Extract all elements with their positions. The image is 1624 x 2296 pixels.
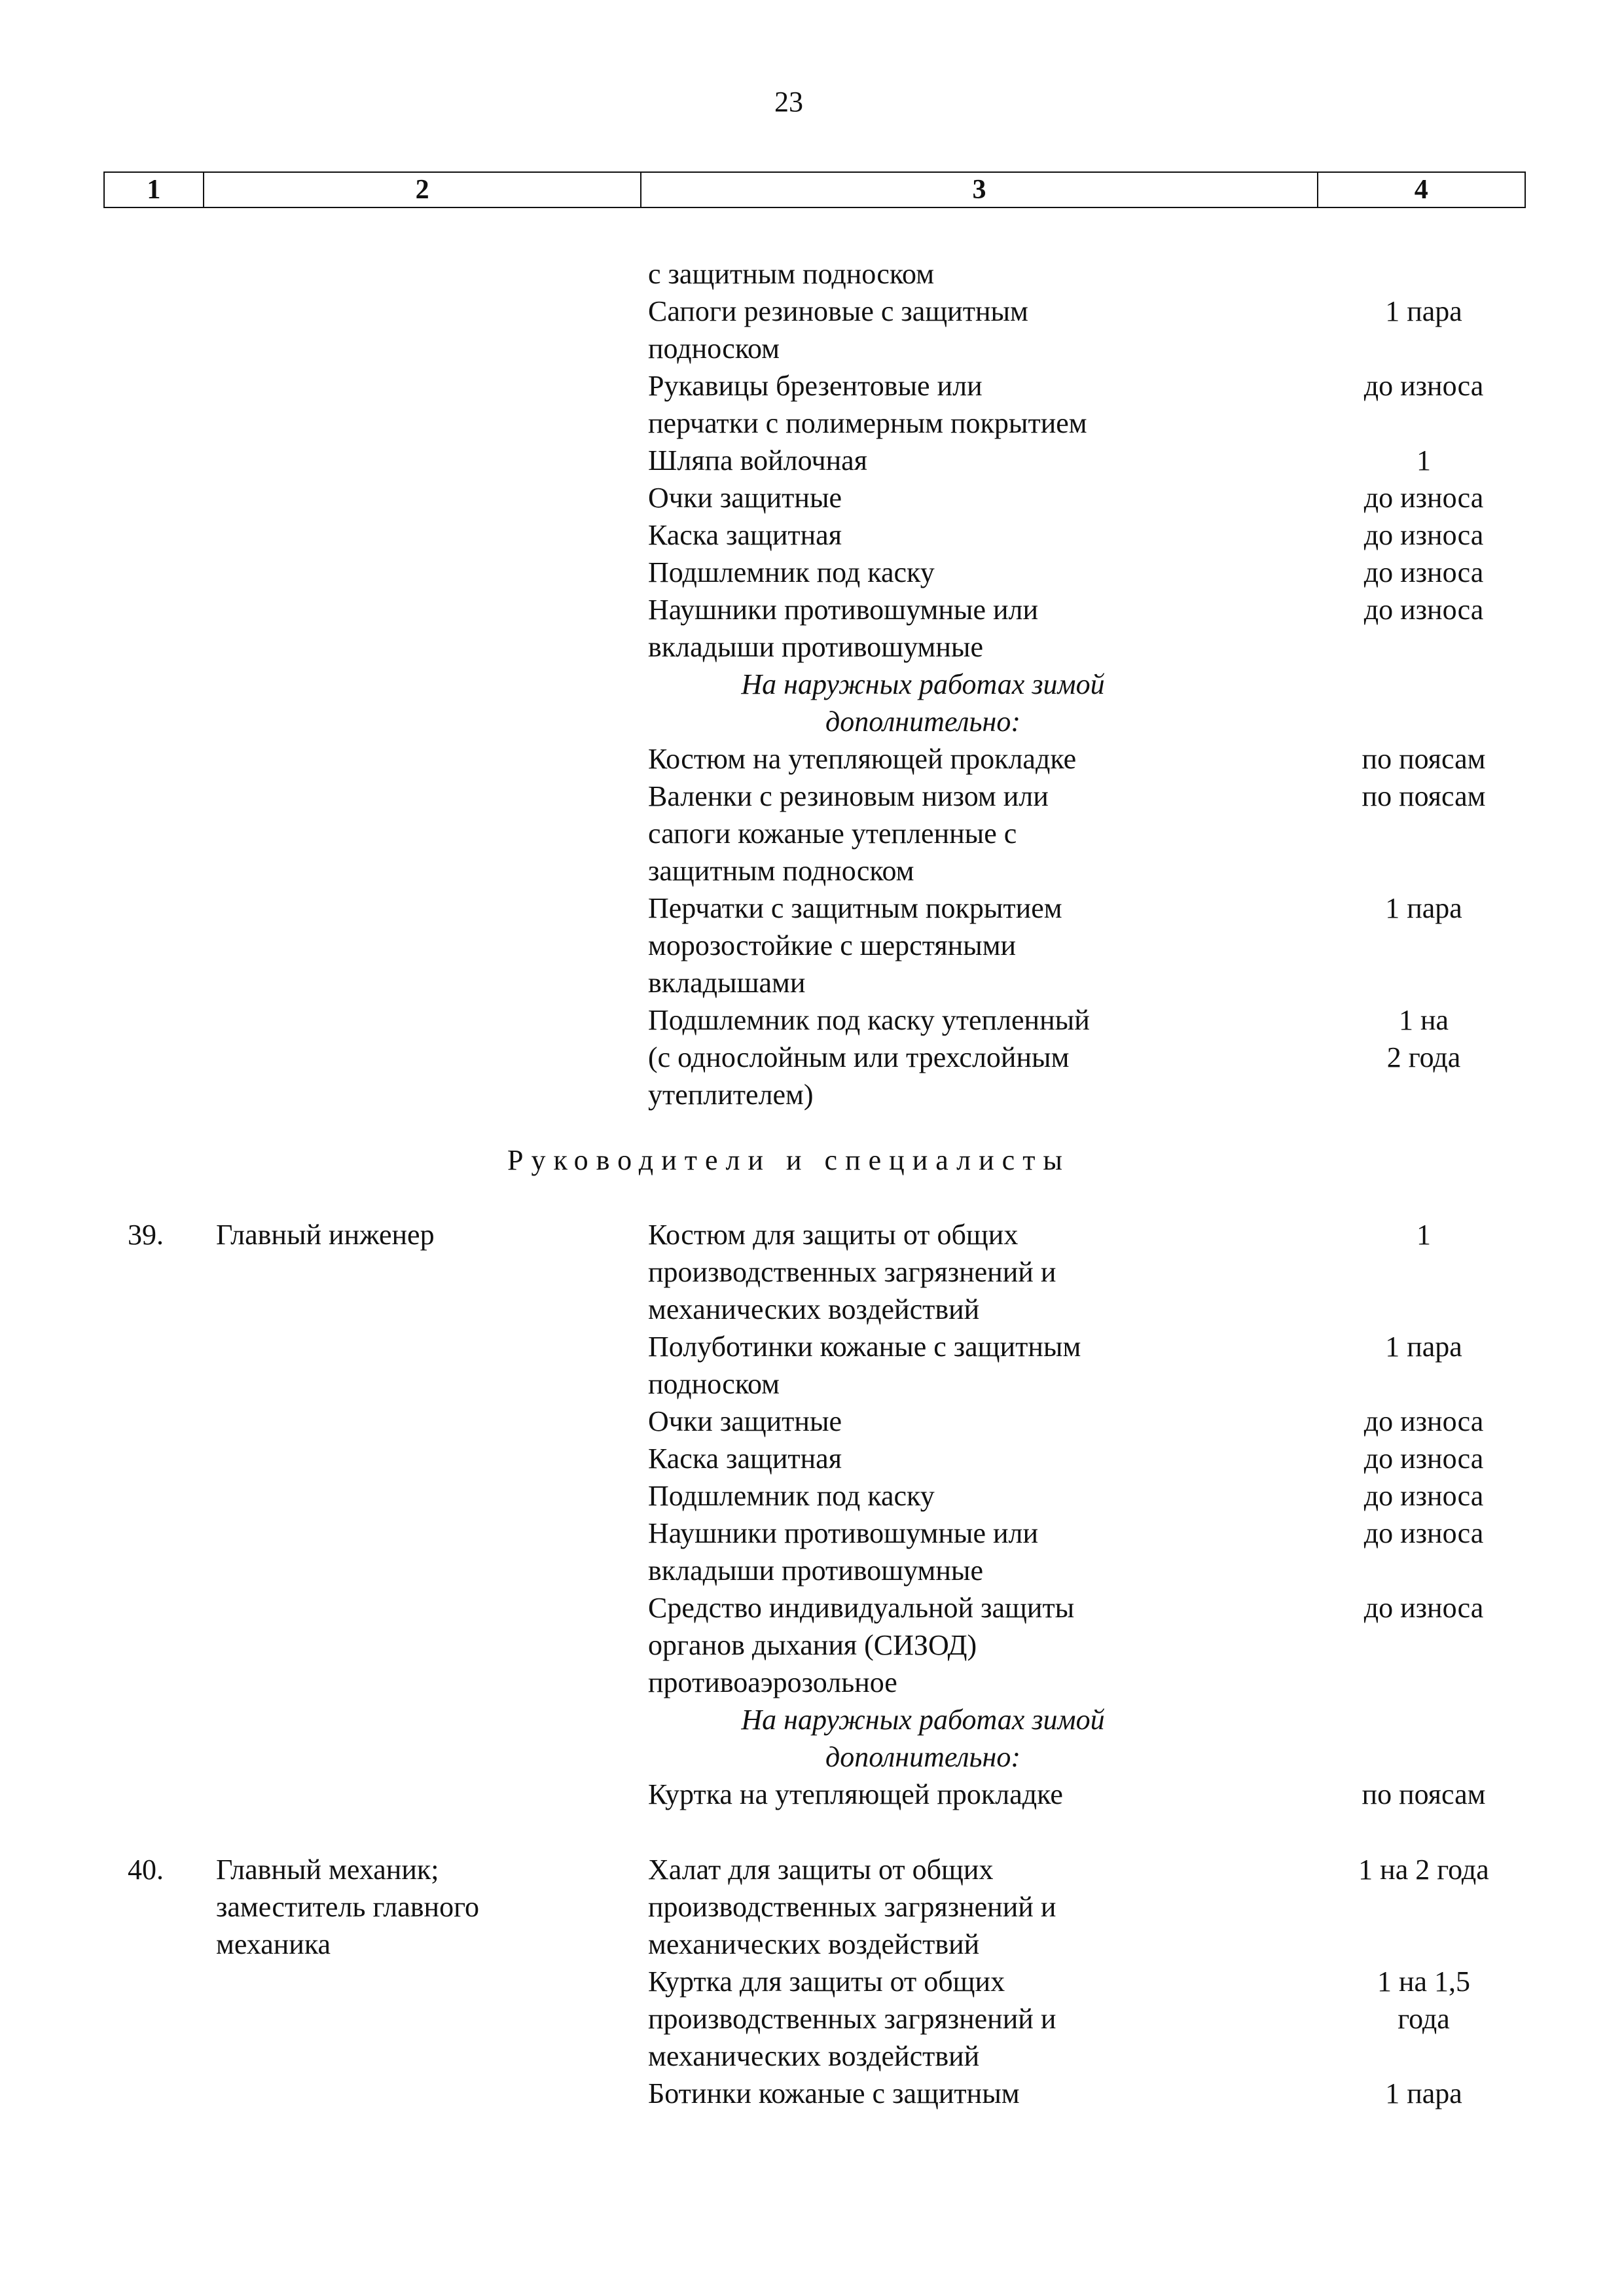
ppe-item-norm: до износа bbox=[1363, 1517, 1484, 1549]
ppe-item bbox=[648, 1216, 1545, 1328]
ppe-item bbox=[648, 1440, 1545, 1477]
ppe-item bbox=[648, 516, 1545, 554]
ppe-item-norm: 1 на 2 года bbox=[1386, 1004, 1461, 1073]
ppe-item-name: Сапоги резиновые с защитным подноском bbox=[648, 295, 1028, 365]
ppe-item-norm: до износа bbox=[1363, 1480, 1484, 1512]
section-title: Руководители и специалисты bbox=[507, 1144, 1070, 1176]
row-number: 39. bbox=[128, 1219, 164, 1251]
ppe-item-norm: до износа bbox=[1363, 482, 1484, 514]
ppe-item bbox=[648, 367, 1545, 442]
column-number-4: 4 bbox=[1317, 173, 1525, 207]
continuation-items bbox=[648, 255, 1545, 1113]
ppe-item-norm: 1 пара bbox=[1385, 892, 1462, 924]
ppe-item-name: Перчатки с защитным покрытием морозостойкие с шерстяными вкладышами bbox=[648, 892, 1062, 999]
ppe-item-name: Куртка на утепляющей прокладке bbox=[648, 1778, 1063, 1810]
ppe-item bbox=[648, 293, 1545, 367]
row-39-items bbox=[648, 1216, 1545, 1813]
ppe-item-norm: до износа bbox=[1363, 1405, 1484, 1437]
table-column-header bbox=[103, 171, 1526, 208]
ppe-item-norm: до износа bbox=[1363, 594, 1484, 626]
ppe-item bbox=[648, 554, 1545, 591]
row-number: 40. bbox=[128, 1854, 164, 1886]
ppe-item-name: Ботинки кожаные с защитным bbox=[648, 2077, 1020, 2109]
ppe-item bbox=[648, 255, 1545, 293]
ppe-item bbox=[648, 2075, 1545, 2112]
ppe-item bbox=[648, 1403, 1545, 1440]
ppe-item-norm: 1 пара bbox=[1385, 295, 1462, 327]
ppe-item-norm: 1 пара bbox=[1385, 2077, 1462, 2109]
column-number-1: 1 bbox=[147, 175, 161, 205]
ppe-item bbox=[648, 1589, 1545, 1701]
ppe-item bbox=[648, 1515, 1545, 1589]
ppe-item-name: Средство индивидуальной защиты органов дыхания (СИЗОД) противоаэрозольное bbox=[648, 1592, 1075, 1698]
ppe-item-name: Очки защитные bbox=[648, 1405, 842, 1437]
column-number-2: 2 bbox=[203, 173, 641, 207]
ppe-item-norm: по поясам bbox=[1362, 780, 1486, 812]
page-number: 23 bbox=[774, 86, 803, 118]
ppe-item-norm: 1 пара bbox=[1385, 1331, 1462, 1363]
ppe-item bbox=[648, 740, 1545, 778]
ppe-item-name: Подшлемник под каску bbox=[648, 1480, 935, 1512]
ppe-item-norm bbox=[1303, 255, 1519, 293]
ppe-item bbox=[648, 1851, 1545, 1963]
ppe-item-name: Костюм для защиты от общих производственных загрязнений и механических воздействий bbox=[648, 1219, 1056, 1325]
ppe-item-name: Каска защитная bbox=[648, 519, 842, 551]
ppe-item bbox=[648, 1477, 1545, 1515]
ppe-item-name: Куртка для защиты от общих производственных загрязнений и механических воздействий bbox=[648, 1965, 1056, 2072]
ppe-item bbox=[648, 479, 1545, 516]
ppe-item-name: Наушники противошумные или вкладыши противошумные bbox=[648, 594, 1039, 663]
ppe-item-norm: по поясам bbox=[1362, 1778, 1486, 1810]
ppe-item-norm: 1 bbox=[1416, 1219, 1431, 1251]
ppe-item bbox=[648, 1776, 1545, 1813]
ppe-item-name: Наушники противошумные или вкладыши противошумные bbox=[648, 1517, 1039, 1587]
row-40-items bbox=[648, 1851, 1545, 2112]
ppe-item-name: Шляпа войлочная bbox=[648, 444, 867, 476]
winter-note: На наружных работах зимой дополнительно: bbox=[741, 1704, 1105, 1773]
ppe-item bbox=[648, 1963, 1545, 2075]
ppe-item bbox=[648, 889, 1545, 1001]
ppe-item-norm: до износа bbox=[1363, 556, 1484, 588]
ppe-item bbox=[648, 442, 1545, 479]
ppe-item-name: Халат для защиты от общих производственных загрязнений и механических воздействий bbox=[648, 1854, 1056, 1960]
ppe-item-name: Костюм на утепляющей прокладке bbox=[648, 743, 1077, 775]
ppe-item-norm: 1 на 1,5 года bbox=[1377, 1965, 1471, 2035]
ppe-item bbox=[648, 1001, 1545, 1113]
ppe-item-name: Валенки с резиновым низом или сапоги кожаные утепленные с защитным подноском bbox=[648, 780, 1049, 887]
ppe-item-name: Подшлемник под каску утепленный (с однослойным или трехслойным утеплителем) bbox=[648, 1004, 1090, 1111]
ppe-item-name: Подшлемник под каску bbox=[648, 556, 935, 588]
ppe-item-norm: по поясам bbox=[1362, 743, 1486, 775]
ppe-item-name: с защитным подноском bbox=[648, 258, 935, 290]
ppe-item-name: Каска защитная bbox=[648, 1443, 842, 1475]
ppe-item-name: Рукавицы брезентовые или перчатки с полимерным покрытием bbox=[648, 370, 1087, 439]
profession-name: Главный инженер bbox=[216, 1219, 435, 1251]
ppe-item-norm: до износа bbox=[1363, 1592, 1484, 1624]
ppe-item-norm: до износа bbox=[1363, 1443, 1484, 1475]
ppe-item-norm: до износа bbox=[1363, 519, 1484, 551]
ppe-item-norm: 1 на 2 года bbox=[1358, 1854, 1489, 1886]
column-number-3: 3 bbox=[640, 173, 1316, 207]
ppe-item bbox=[648, 1328, 1545, 1403]
winter-note: На наружных работах зимой дополнительно: bbox=[741, 668, 1105, 738]
ppe-item bbox=[648, 591, 1545, 666]
ppe-item-norm: 1 bbox=[1416, 444, 1431, 476]
ppe-item bbox=[648, 778, 1545, 889]
ppe-item-name: Полуботинки кожаные с защитным подноском bbox=[648, 1331, 1081, 1400]
ppe-item-name: Очки защитные bbox=[648, 482, 842, 514]
profession-name: Главный механик; заместитель главного механика bbox=[216, 1854, 480, 1960]
ppe-item-norm: до износа bbox=[1363, 370, 1484, 402]
